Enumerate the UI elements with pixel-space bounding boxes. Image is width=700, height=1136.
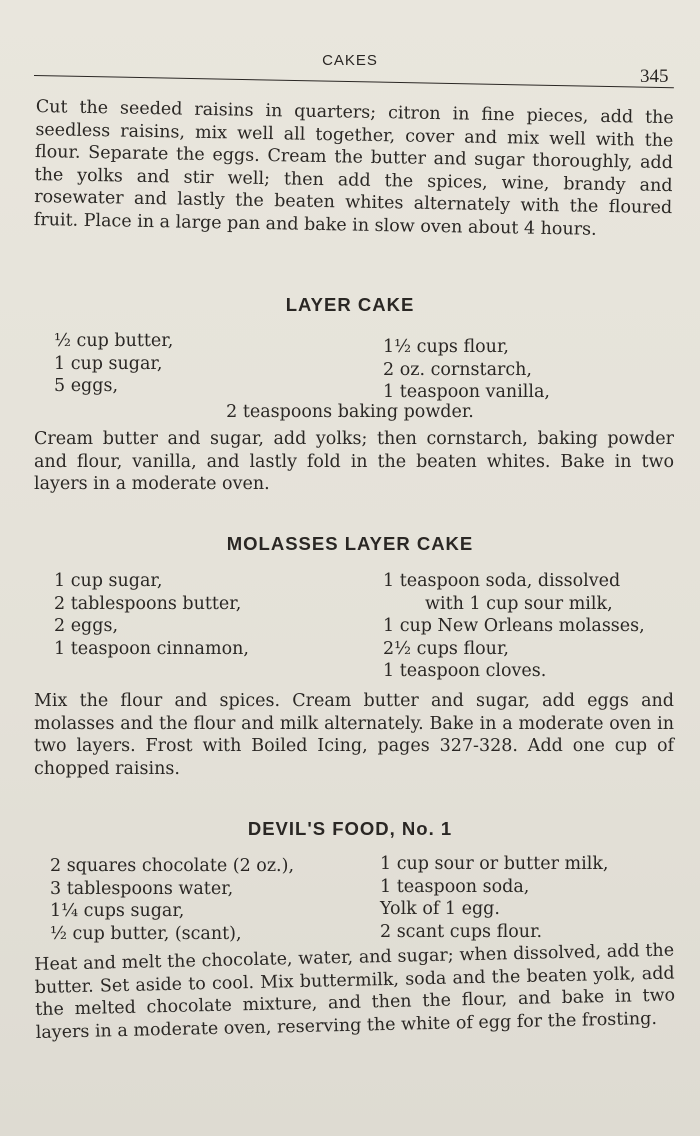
ingredients-left-molasses [54, 570, 249, 660]
ingredient: 1 teaspoon cinnamon, [54, 638, 249, 659]
intro-paragraph: Cut the seeded raisins in quarters; citron in fine pieces, add the seedless raisins, mix well all together, cover and mix well with the flour. Separate the eggs. Cream the butter and sugar thoroughly, add the yolks and stir well; then add the spices, wine, brandy and rosewater and lastly the beaten whites alternately with the floured fruit. Place in a large pan and bake in slow oven about 4 hours. [33, 96, 674, 240]
ingredients-right-molasses [383, 570, 645, 683]
method-layer-cake: Cream butter and sugar, add yolks; then cornstarch, baking powder and flour, vanilla, and lastly fold in the beaten whites. Bake in two layers in a moderate oven. [34, 429, 674, 495]
ingredients-right-devils-food [380, 853, 609, 943]
ingredient: 1¼ cups sugar, [50, 901, 185, 922]
ingredient: 1 cup sugar, [54, 571, 163, 591]
ingredient: 1 teaspoon soda, [380, 876, 530, 897]
ingredients-left-layer-cake [54, 330, 173, 398]
ingredient: 2½ cups flour, [383, 638, 509, 659]
method-devils-food: Heat and melt the chocolate, water, and sugar; when dissolved, add the butter. Set aside to cool. Mix buttermilk, soda and the beaten yolk, add the melted chocolate mixture, and then the flour, and bake in two layers in a moderate oven, reserving the white of egg for the frosting. [34, 940, 676, 1043]
ingredient: 3 tablespoons water, [50, 878, 234, 899]
ingredient: 1 teaspoon vanilla, [383, 382, 550, 403]
ingredient: Yolk of 1 egg. [380, 899, 500, 920]
ingredient: 1 cup New Orleans molasses, [383, 616, 645, 637]
ingredient: 2 scant cups flour. [380, 921, 543, 942]
ingredient: 1 teaspoon cloves. [383, 661, 547, 682]
ingredient: 2 squares chocolate (2 oz.), [50, 856, 295, 876]
recipe-title-devils-food: DEVIL'S FOOD, No. 1 [247, 818, 453, 839]
ingredient: 1 cup sugar, [54, 353, 163, 374]
recipe-title-layer-cake: LAYER CAKE [285, 294, 415, 315]
recipe-title-molasses-layer-cake: MOLASSES LAYER CAKE [226, 533, 474, 554]
method-molasses-layer-cake: Mix the flour and spices. Cream butter and sugar, add eggs and molasses and the flour and milk alternately. Bake in a moderate oven in two layers. Frost with Boiled Icing, pages 327-328. Add one cup of chopped raisins. [34, 691, 674, 779]
ingredient: 1 teaspoon soda, dissolved [383, 571, 621, 591]
ingredients-right-layer-cake [383, 336, 550, 404]
ingredient: ½ cup butter, [54, 331, 174, 351]
ingredient-center-layer-cake: 2 teaspoons baking powder. [226, 402, 474, 422]
page-number: 345 [640, 66, 669, 87]
ingredient: 2 eggs, [54, 616, 119, 637]
ingredient: 5 eggs, [54, 376, 119, 397]
ingredient: with 1 cup sour milk, [425, 593, 613, 614]
ingredient: 2 oz. cornstarch, [383, 359, 532, 380]
ingredient: ½ cup butter, (scant), [50, 923, 242, 944]
ingredient: 1 cup sour or butter milk, [380, 854, 609, 874]
ingredients-left-devils-food [50, 855, 294, 945]
running-header: CAKES [322, 52, 378, 69]
ingredient: 2 tablespoons butter, [54, 593, 242, 614]
header-rule [34, 75, 674, 88]
ingredient: 1½ cups flour, [383, 337, 509, 357]
